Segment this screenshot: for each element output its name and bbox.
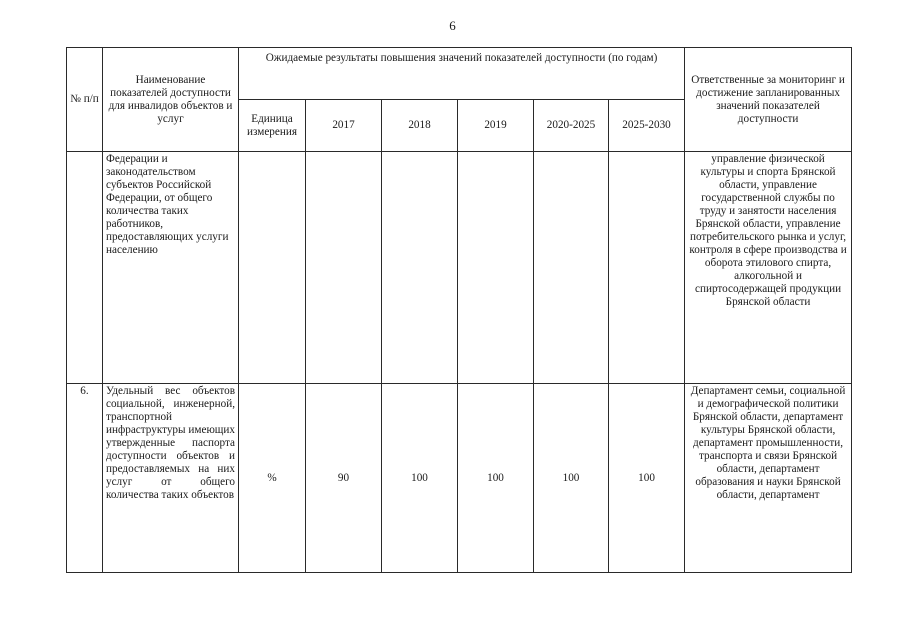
header-name-cell	[103, 48, 239, 152]
header-year-2017: 2017	[306, 100, 382, 152]
header-expected-cell	[239, 48, 685, 100]
header-unit: Единица измерения	[239, 100, 306, 152]
row-responsible: Департамент семьи, социальной и демографической политики Брянской области, департамент культуры Брянской области, департамент промышленности, транспорта и связи Брянской области, департамент образования и науки Брянской области, департамент	[685, 384, 852, 573]
row-value-2020-2025	[534, 152, 609, 384]
header-year-2018: 2018	[382, 100, 458, 152]
row-value-2025-2030	[609, 152, 685, 384]
row-name: Федерации и законодательством субъектов Российской Федерации, от общего количества таких работников, предоставляющих услуги населению	[103, 152, 239, 384]
row-value-2017: 90	[306, 384, 382, 573]
row-num	[67, 152, 103, 384]
row-value-2020-2025: 100	[534, 384, 609, 573]
row-unit: %	[239, 384, 306, 573]
row-value-2019: 100	[458, 384, 534, 573]
header-name: Наименование показателей доступности для инвалидов объектов и услуг	[108, 73, 233, 125]
table-row	[67, 384, 852, 573]
header-num: № п/п	[70, 93, 99, 105]
row-value-2018: 100	[382, 384, 458, 573]
header-year-2020-2025: 2020-2025	[534, 100, 609, 152]
header-num-cell	[67, 48, 103, 152]
header-responsible-cell	[685, 48, 852, 152]
header-year-2019: 2019	[458, 100, 534, 152]
table-row	[67, 152, 852, 384]
row-value-2018	[382, 152, 458, 384]
header-year-2025-2030: 2025-2030	[609, 100, 685, 152]
row-unit	[239, 152, 306, 384]
accessibility-indicators-table	[66, 47, 852, 573]
header-row-top	[67, 48, 852, 100]
header-responsible: Ответственные за мониторинг и достижение запланированных значений показателей доступности	[691, 73, 845, 125]
row-num: 6.	[67, 384, 103, 573]
row-name: Удельный вес объектов социальной, инженерной, транспортной инфраструктуры имеющих утвержденные паспорта доступности объектов и предоставляемых на них услуг от общего количества таких объектов	[103, 384, 239, 573]
row-value-2019	[458, 152, 534, 384]
row-responsible: управление физической культуры и спорта Брянской области, управление государственной службы по труду и занятости населения Брянской области, управление потребительского рынка и услуг, контроля в сфере производства и оборота этилового спирта, алкогольной и спиртосодержащей продукции Брянской области	[685, 152, 852, 384]
page-number: 6	[449, 18, 456, 33]
row-value-2025-2030: 100	[609, 384, 685, 573]
header-expected: Ожидаемые результаты повышения значений показателей доступности (по годам)	[265, 52, 658, 64]
row-value-2017	[306, 152, 382, 384]
